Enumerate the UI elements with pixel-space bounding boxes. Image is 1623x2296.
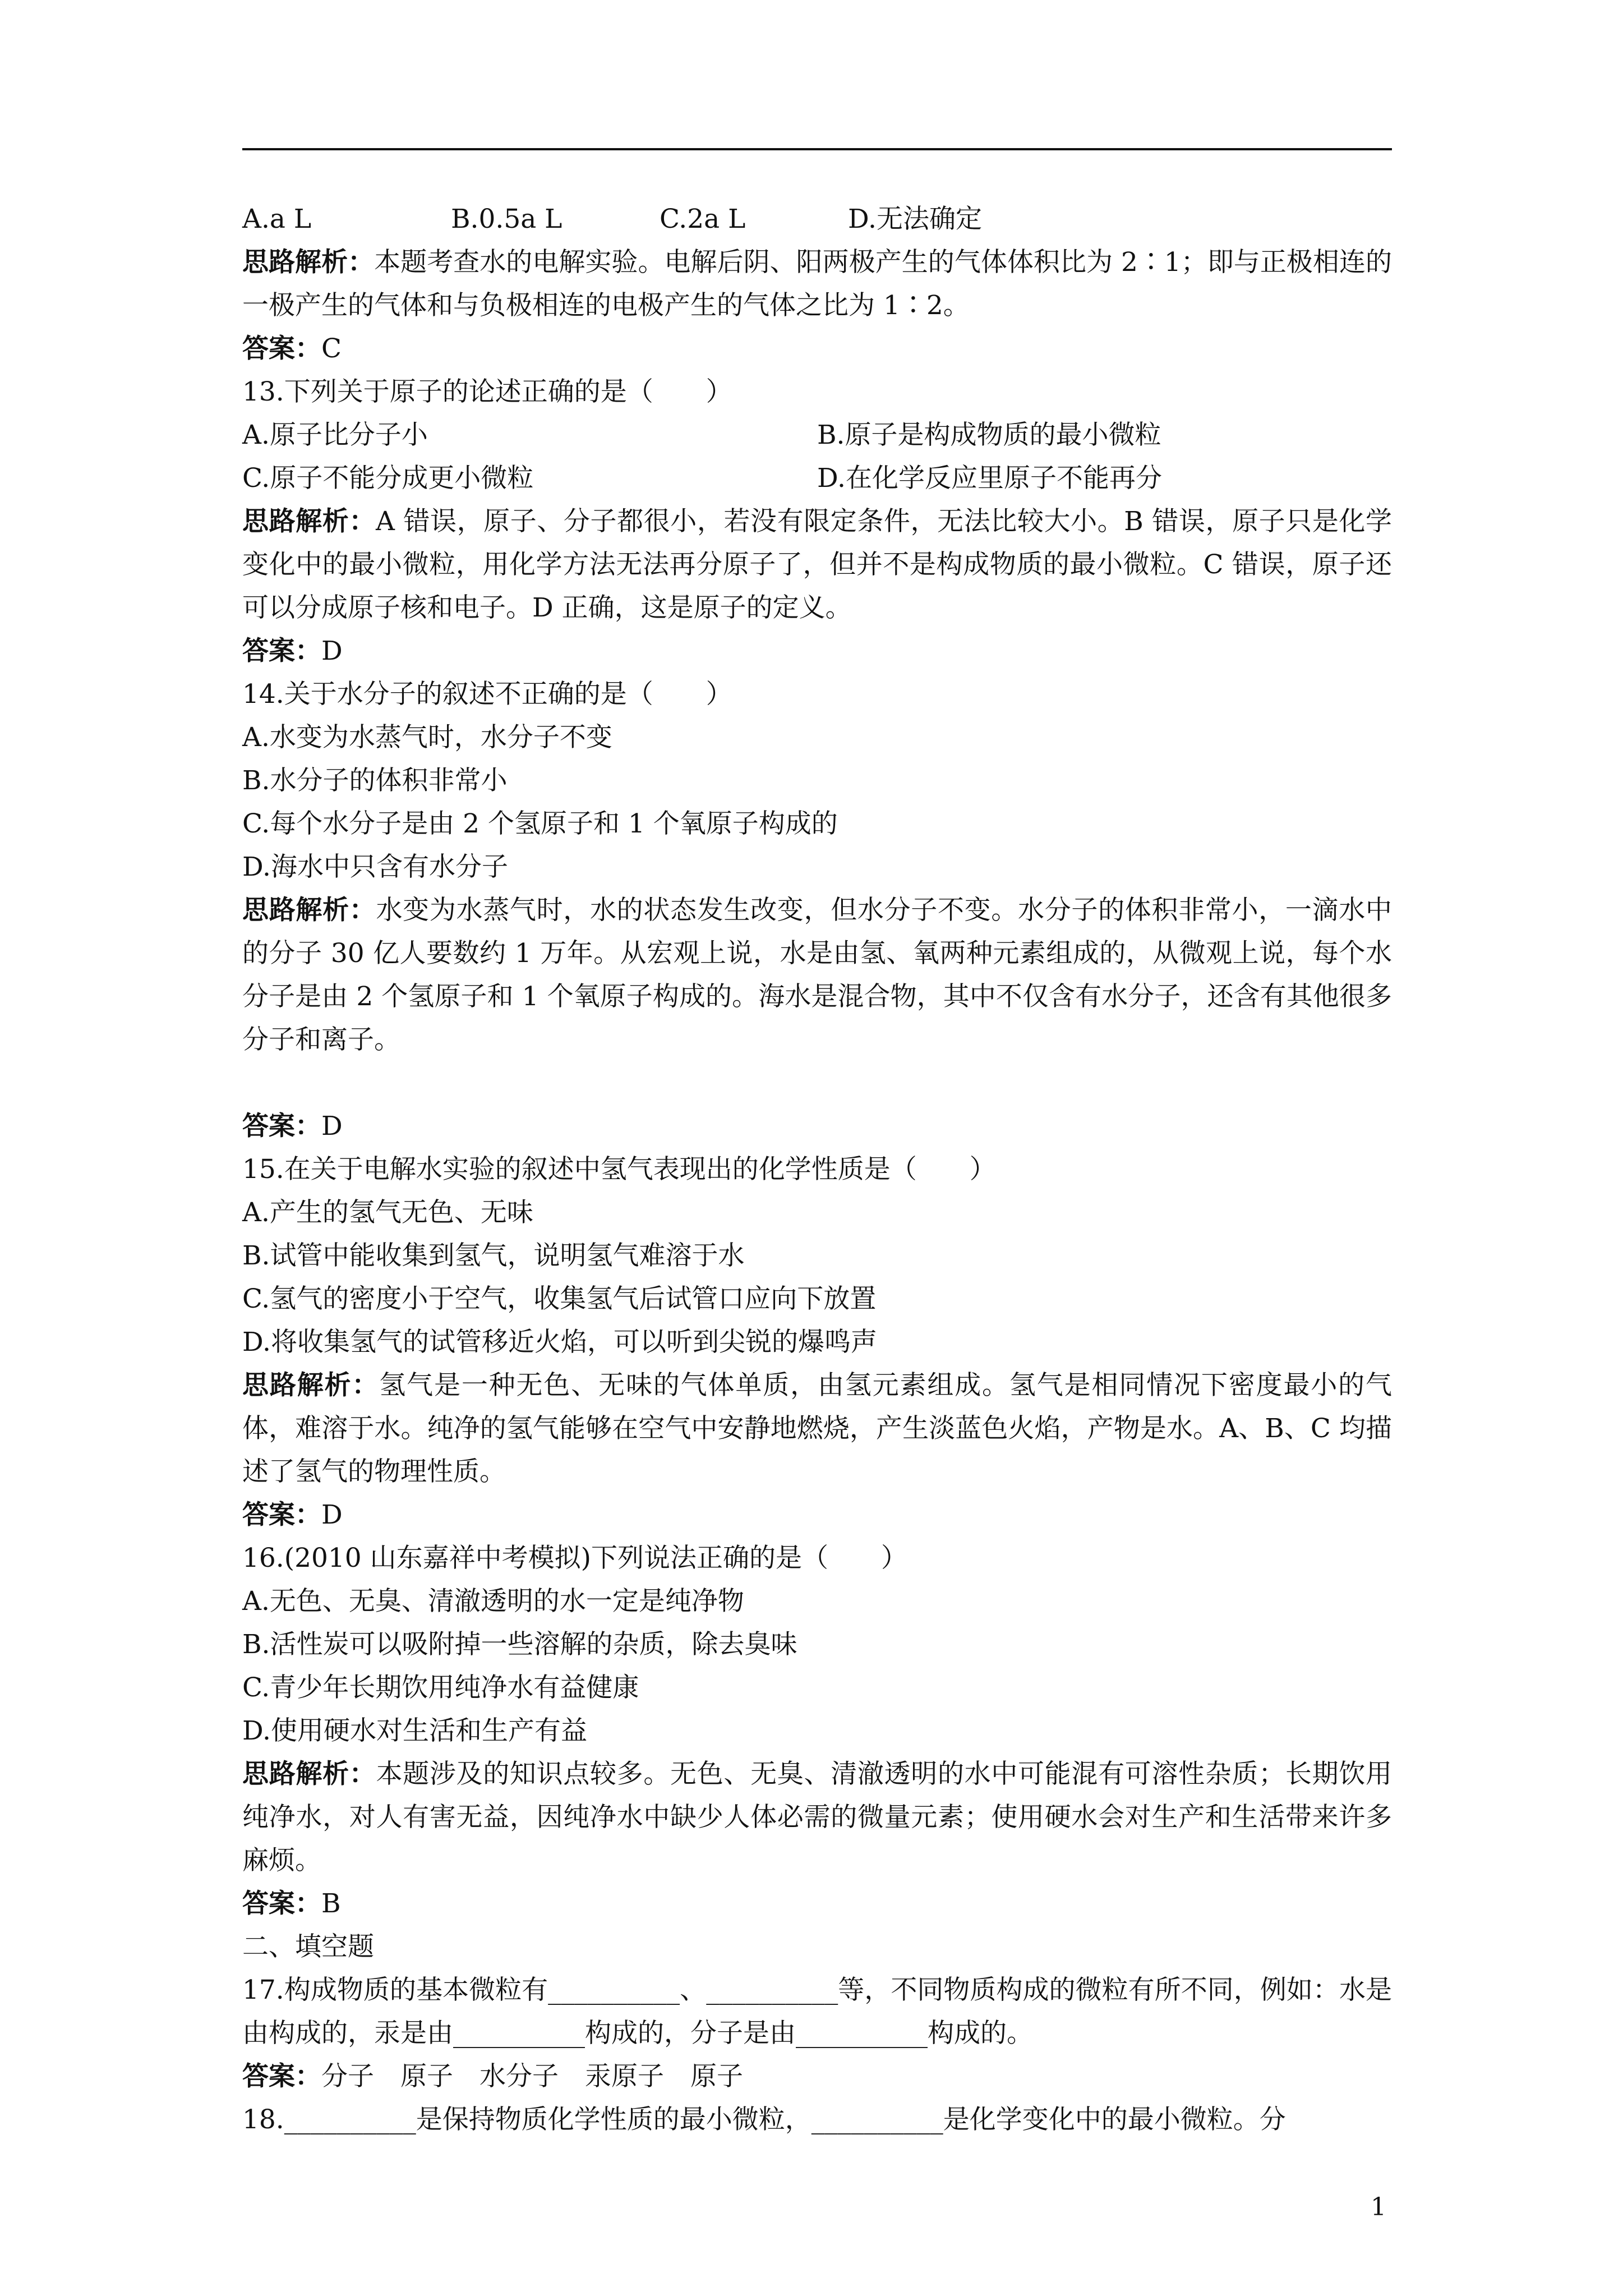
q13-answer — [242, 629, 1392, 673]
analysis-label: 思路解析： — [242, 895, 376, 926]
q14-analysis-text: 水变为水蒸气时，水的状态发生改变，但水分子不变。水分子的体积非常小，一滴水中的分子 30 亿人要数约 1 万年。从宏观上说，水是由氢、氧两种元素组成的，从微观上说，每个水分子是由 2 个氢原子和 1 个氧原子构成的。海水是混合物，其中不仅含有水分子，还含有其他很多分子和离子。 — [242, 895, 1392, 1055]
q12-options — [242, 197, 1392, 241]
q15-option-d: D.将收集氢气的试管移近火焰，可以听到尖锐的爆鸣声 — [242, 1327, 877, 1358]
analysis-label: 思路解析： — [242, 1759, 376, 1789]
q14-option-d: D.海水中只含有水分子 — [242, 852, 508, 882]
q15-answer-value: D — [321, 1499, 343, 1530]
q15-option-a: A.产生的氢气无色、无味 — [242, 1197, 533, 1228]
q17-text: 17.构成物质的基本微粒有__________、__________等，不同物质构成的微粒有所不同，例如：水是由构成的，汞是由__________构成的，分子是由__________构成的。 — [242, 1975, 1392, 2049]
q12-analysis-text: 本题考查水的电解实验。电解后阴、阳两极产生的气体体积比为 2∶1；即与正极相连的一极产生的气体和与负极相连的电极产生的气体之比为 1∶2。 — [242, 247, 1392, 321]
q14-option-b: B.水分子的体积非常小 — [242, 765, 508, 796]
q12-answer-value: C — [321, 333, 342, 364]
q14-answer-value: D — [321, 1111, 343, 1142]
answer-label: 答案： — [242, 333, 321, 364]
section-heading: 二、填空题 — [242, 1931, 374, 1962]
q13-answer-value: D — [321, 636, 343, 666]
q15-analysis — [242, 1364, 1392, 1493]
q16-analysis — [242, 1752, 1392, 1882]
q13-options-row-2 — [242, 457, 1392, 500]
q15-option-b: B.试管中能收集到氢气，说明氢气难溶于水 — [242, 1240, 745, 1271]
q16-option-d: D.使用硬水对生活和生产有益 — [242, 1715, 587, 1746]
q14-analysis — [242, 889, 1392, 1105]
q16-analysis-text: 本题涉及的知识点较多。无色、无臭、清澈透明的水中可能混有可溶性杂质；长期饮用纯净水，对人有害无益，因纯净水中缺少人体必需的微量元素；使用硬水会对生产和生活带来许多麻烦。 — [242, 1759, 1392, 1876]
answer-label: 答案： — [242, 2061, 321, 2092]
q16-option-c: C.青少年长期饮用纯净水有益健康 — [242, 1672, 639, 1703]
page-number: 1 — [1371, 2193, 1386, 2221]
q13-option-c: C.原子不能分成更小微粒 — [242, 463, 534, 494]
q16-stem: 16.(2010 山东嘉祥中考模拟)下列说法正确的是（ ） — [242, 1543, 907, 1573]
q15-option-c: C.氢气的密度小于空气，收集氢气后试管口应向下放置 — [242, 1283, 877, 1314]
answer-label: 答案： — [242, 1499, 321, 1530]
q16-answer — [242, 1882, 1392, 1925]
header-rule — [242, 148, 1392, 150]
analysis-label: 思路解析： — [242, 247, 375, 278]
analysis-label: 思路解析： — [242, 506, 376, 537]
q15-analysis-text: 氢气是一种无色、无味的气体单质，由氢元素组成。氢气是相同情况下密度最小的气体，难溶于水。纯净的氢气能够在空气中安静地燃烧，产生淡蓝色火焰，产物是水。A、B、C 均描述了氢气的物理性质。 — [242, 1370, 1393, 1487]
q12-option-d: D.无法确定 — [848, 204, 982, 234]
q14-option-c: C.每个水分子是由 2 个氢原子和 1 个氧原子构成的 — [242, 808, 838, 839]
q12-answer — [242, 327, 1392, 370]
q12-option-b: B.0.5a L — [451, 204, 562, 234]
q12-option-a: A.a L — [242, 204, 312, 234]
q16-option-a: A.无色、无臭、清澈透明的水一定是纯净物 — [242, 1586, 744, 1617]
q13-options-row-1 — [242, 413, 1392, 457]
q16-option-b: B.活性炭可以吸附掉一些溶解的杂质，除去臭味 — [242, 1629, 797, 1660]
analysis-label: 思路解析： — [242, 1370, 380, 1401]
q13-analysis — [242, 500, 1392, 629]
q14-answer — [242, 1105, 1392, 1148]
q13-option-a: A.原子比分子小 — [242, 420, 428, 450]
q15-stem: 15.在关于电解水实验的叙述中氢气表现出的化学性质是（ ） — [242, 1154, 996, 1185]
q13-option-b: B.原子是构成物质的最小微粒 — [817, 420, 1161, 450]
q17-answer — [242, 2055, 1392, 2098]
answer-label: 答案： — [242, 1111, 321, 1142]
q12-option-c: C.2a L — [660, 204, 746, 234]
q13-analysis-text: A 错误，原子、分子都很小，若没有限定条件，无法比较大小。B 错误，原子只是化学变化中的最小微粒，用化学方法无法再分原子了，但并不是构成物质的最小微粒。C 错误，原子还可以分成原子核和电子。D 正确，这是原子的定义。 — [242, 506, 1393, 623]
q13-stem: 13.下列关于原子的论述正确的是（ ） — [242, 376, 732, 407]
q16-answer-value: B — [321, 1888, 341, 1919]
page-content — [242, 197, 1392, 2141]
answer-label: 答案： — [242, 1888, 321, 1919]
q12-analysis — [242, 241, 1392, 327]
q14-option-a: A.水变为水蒸气时，水分子不变 — [242, 722, 612, 753]
answer-label: 答案： — [242, 636, 321, 666]
q14-stem: 14.关于水分子的叙述不正确的是（ ） — [242, 679, 732, 710]
q15-answer — [242, 1493, 1392, 1536]
q17-answer-value: 分子 原子 水分子 汞原子 原子 — [321, 2061, 743, 2092]
q13-option-d: D.在化学反应里原子不能再分 — [817, 463, 1162, 494]
q18-text: 18.__________是保持物质化学性质的最小微粒，__________是化学变化中的最小微粒。分 — [242, 2104, 1286, 2135]
